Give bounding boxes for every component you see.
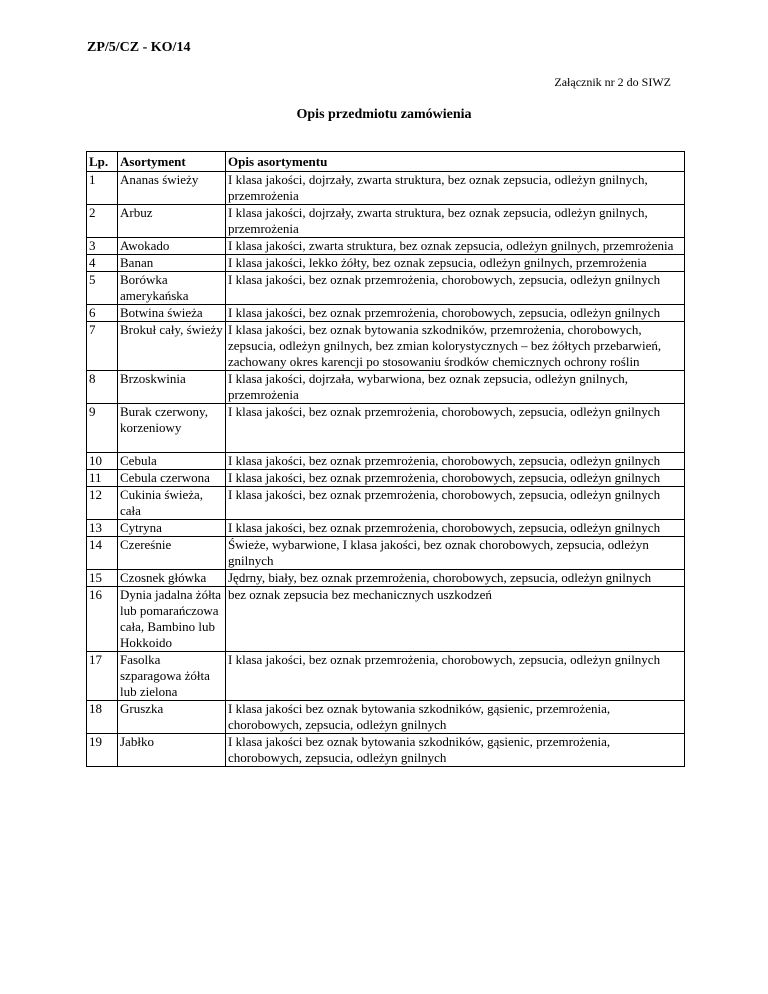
document-id: ZP/5/CZ - KO/14: [87, 40, 191, 55]
page-title: Opis przedmiotu zamówienia: [296, 107, 472, 122]
cell-item: Arbuz: [118, 205, 226, 238]
table-row: [87, 570, 685, 587]
table-row: [87, 470, 685, 487]
cell-desc: I klasa jakości, dojrzały, zwarta struktura, bez oznak zepsucia, odleżyn gnilnych, przemrożenia: [226, 205, 685, 238]
cell-item: Banan: [118, 255, 226, 272]
table-row: [87, 305, 685, 322]
cell-desc: I klasa jakości bez oznak bytowania szkodników, gąsienic, przemrożenia, chorobowych, zepsucia, odleżyn gnilnych: [226, 701, 685, 734]
cell-item: Brzoskwinia: [118, 371, 226, 404]
cell-desc: I klasa jakości, zwarta struktura, bez oznak zepsucia, odleżyn gnilnych, przemrożenia: [226, 238, 685, 255]
cell-desc: I klasa jakości, bez oznak przemrożenia, chorobowych, zepsucia, odleżyn gnilnych: [226, 520, 685, 537]
cell-item: Borówka amerykańska: [118, 272, 226, 305]
cell-item: Cebula czerwona: [118, 470, 226, 487]
table-row: [87, 272, 685, 305]
cell-lp: 8: [87, 371, 118, 404]
cell-desc: I klasa jakości, bez oznak przemrożenia, chorobowych, zepsucia, odleżyn gnilnych: [226, 470, 685, 487]
cell-desc: I klasa jakości, dojrzały, zwarta struktura, bez oznak zepsucia, odleżyn gnilnych, przemrożenia: [226, 172, 685, 205]
cell-item: Ananas świeży: [118, 172, 226, 205]
cell-desc: I klasa jakości, bez oznak przemrożenia, chorobowych, zepsucia, odleżyn gnilnych: [226, 305, 685, 322]
cell-item: Awokado: [118, 238, 226, 255]
cell-desc: I klasa jakości, dojrzała, wybarwiona, bez oznak zepsucia, odleżyn gnilnych, przemrożenia: [226, 371, 685, 404]
cell-item: Cytryna: [118, 520, 226, 537]
table-row: [87, 404, 685, 453]
table-row: [87, 587, 685, 652]
table-row: [87, 537, 685, 570]
cell-item: Cukinia świeża, cała: [118, 487, 226, 520]
cell-lp: 17: [87, 652, 118, 701]
column-header-item: Asortyment: [118, 152, 226, 172]
cell-desc: bez oznak zepsucia bez mechanicznych uszkodzeń: [226, 587, 685, 652]
cell-desc: I klasa jakości, bez oznak przemrożenia, chorobowych, zepsucia, odleżyn gnilnych: [226, 272, 685, 305]
cell-item: Czereśnie: [118, 537, 226, 570]
cell-lp: 16: [87, 587, 118, 652]
table-row: [87, 371, 685, 404]
column-header-description: Opis asortymentu: [226, 152, 685, 172]
cell-item: Fasolka szparagowa żółta lub zielona: [118, 652, 226, 701]
cell-lp: 19: [87, 734, 118, 767]
table-row: [87, 238, 685, 255]
table-body: [87, 172, 685, 767]
cell-lp: 12: [87, 487, 118, 520]
cell-item: Brokuł cały, świeży: [118, 322, 226, 371]
table-row: [87, 701, 685, 734]
cell-lp: 15: [87, 570, 118, 587]
cell-lp: 6: [87, 305, 118, 322]
table-row: [87, 734, 685, 767]
cell-item: Botwina świeża: [118, 305, 226, 322]
cell-lp: 18: [87, 701, 118, 734]
cell-lp: 7: [87, 322, 118, 371]
cell-item: Jabłko: [118, 734, 226, 767]
cell-desc: I klasa jakości, bez oznak przemrożenia, chorobowych, zepsucia, odleżyn gnilnych: [226, 487, 685, 520]
cell-desc: I klasa jakości, bez oznak przemrożenia, chorobowych, zepsucia, odleżyn gnilnych: [226, 404, 685, 453]
cell-lp: 4: [87, 255, 118, 272]
cell-item: Gruszka: [118, 701, 226, 734]
cell-item: Burak czerwony, korzeniowy: [118, 404, 226, 453]
table-row: [87, 322, 685, 371]
cell-lp: 1: [87, 172, 118, 205]
cell-lp: 5: [87, 272, 118, 305]
table-row: [87, 205, 685, 238]
cell-lp: 9: [87, 404, 118, 453]
cell-desc: I klasa jakości, bez oznak przemrożenia, chorobowych, zepsucia, odleżyn gnilnych: [226, 453, 685, 470]
cell-lp: 14: [87, 537, 118, 570]
table-row: [87, 172, 685, 205]
cell-lp: 2: [87, 205, 118, 238]
product-description-table: [86, 151, 685, 767]
table-row: [87, 652, 685, 701]
cell-desc: Świeże, wybarwione, I klasa jakości, bez oznak chorobowych, zepsucia, odleżyn gnilnych: [226, 537, 685, 570]
column-header-lp: Lp.: [87, 152, 118, 172]
cell-desc: I klasa jakości bez oznak bytowania szkodników, gąsienic, przemrożenia, chorobowych, zepsucia, odleżyn gnilnych: [226, 734, 685, 767]
table-row: [87, 255, 685, 272]
cell-item: Czosnek główka: [118, 570, 226, 587]
cell-lp: 3: [87, 238, 118, 255]
cell-desc: I klasa jakości, bez oznak przemrożenia, chorobowych, zepsucia, odleżyn gnilnych: [226, 652, 685, 701]
cell-desc: I klasa jakości, bez oznak bytowania szkodników, przemrożenia, chorobowych, zepsucia, odleżyn gnilnych, bez zmian kolorystycznych – bez żółtych przebarwień, zachowany okres karencji po stosowaniu środków chemicznych ochrony roślin: [226, 322, 685, 371]
cell-item: Dynia jadalna żółta lub pomarańczowa cała, Bambino lub Hokkoido: [118, 587, 226, 652]
cell-lp: 13: [87, 520, 118, 537]
table-header-row: [87, 152, 685, 172]
cell-desc: Jędrny, biały, bez oznak przemrożenia, chorobowych, zepsucia, odleżyn gnilnych: [226, 570, 685, 587]
table-row: [87, 453, 685, 470]
cell-desc: I klasa jakości, lekko żółty, bez oznak zepsucia, odleżyn gnilnych, przemrożenia: [226, 255, 685, 272]
annex-label: Załącznik nr 2 do SIWZ: [554, 75, 671, 89]
cell-lp: 10: [87, 453, 118, 470]
table-row: [87, 520, 685, 537]
cell-item: Cebula: [118, 453, 226, 470]
cell-lp: 11: [87, 470, 118, 487]
table-row: [87, 487, 685, 520]
